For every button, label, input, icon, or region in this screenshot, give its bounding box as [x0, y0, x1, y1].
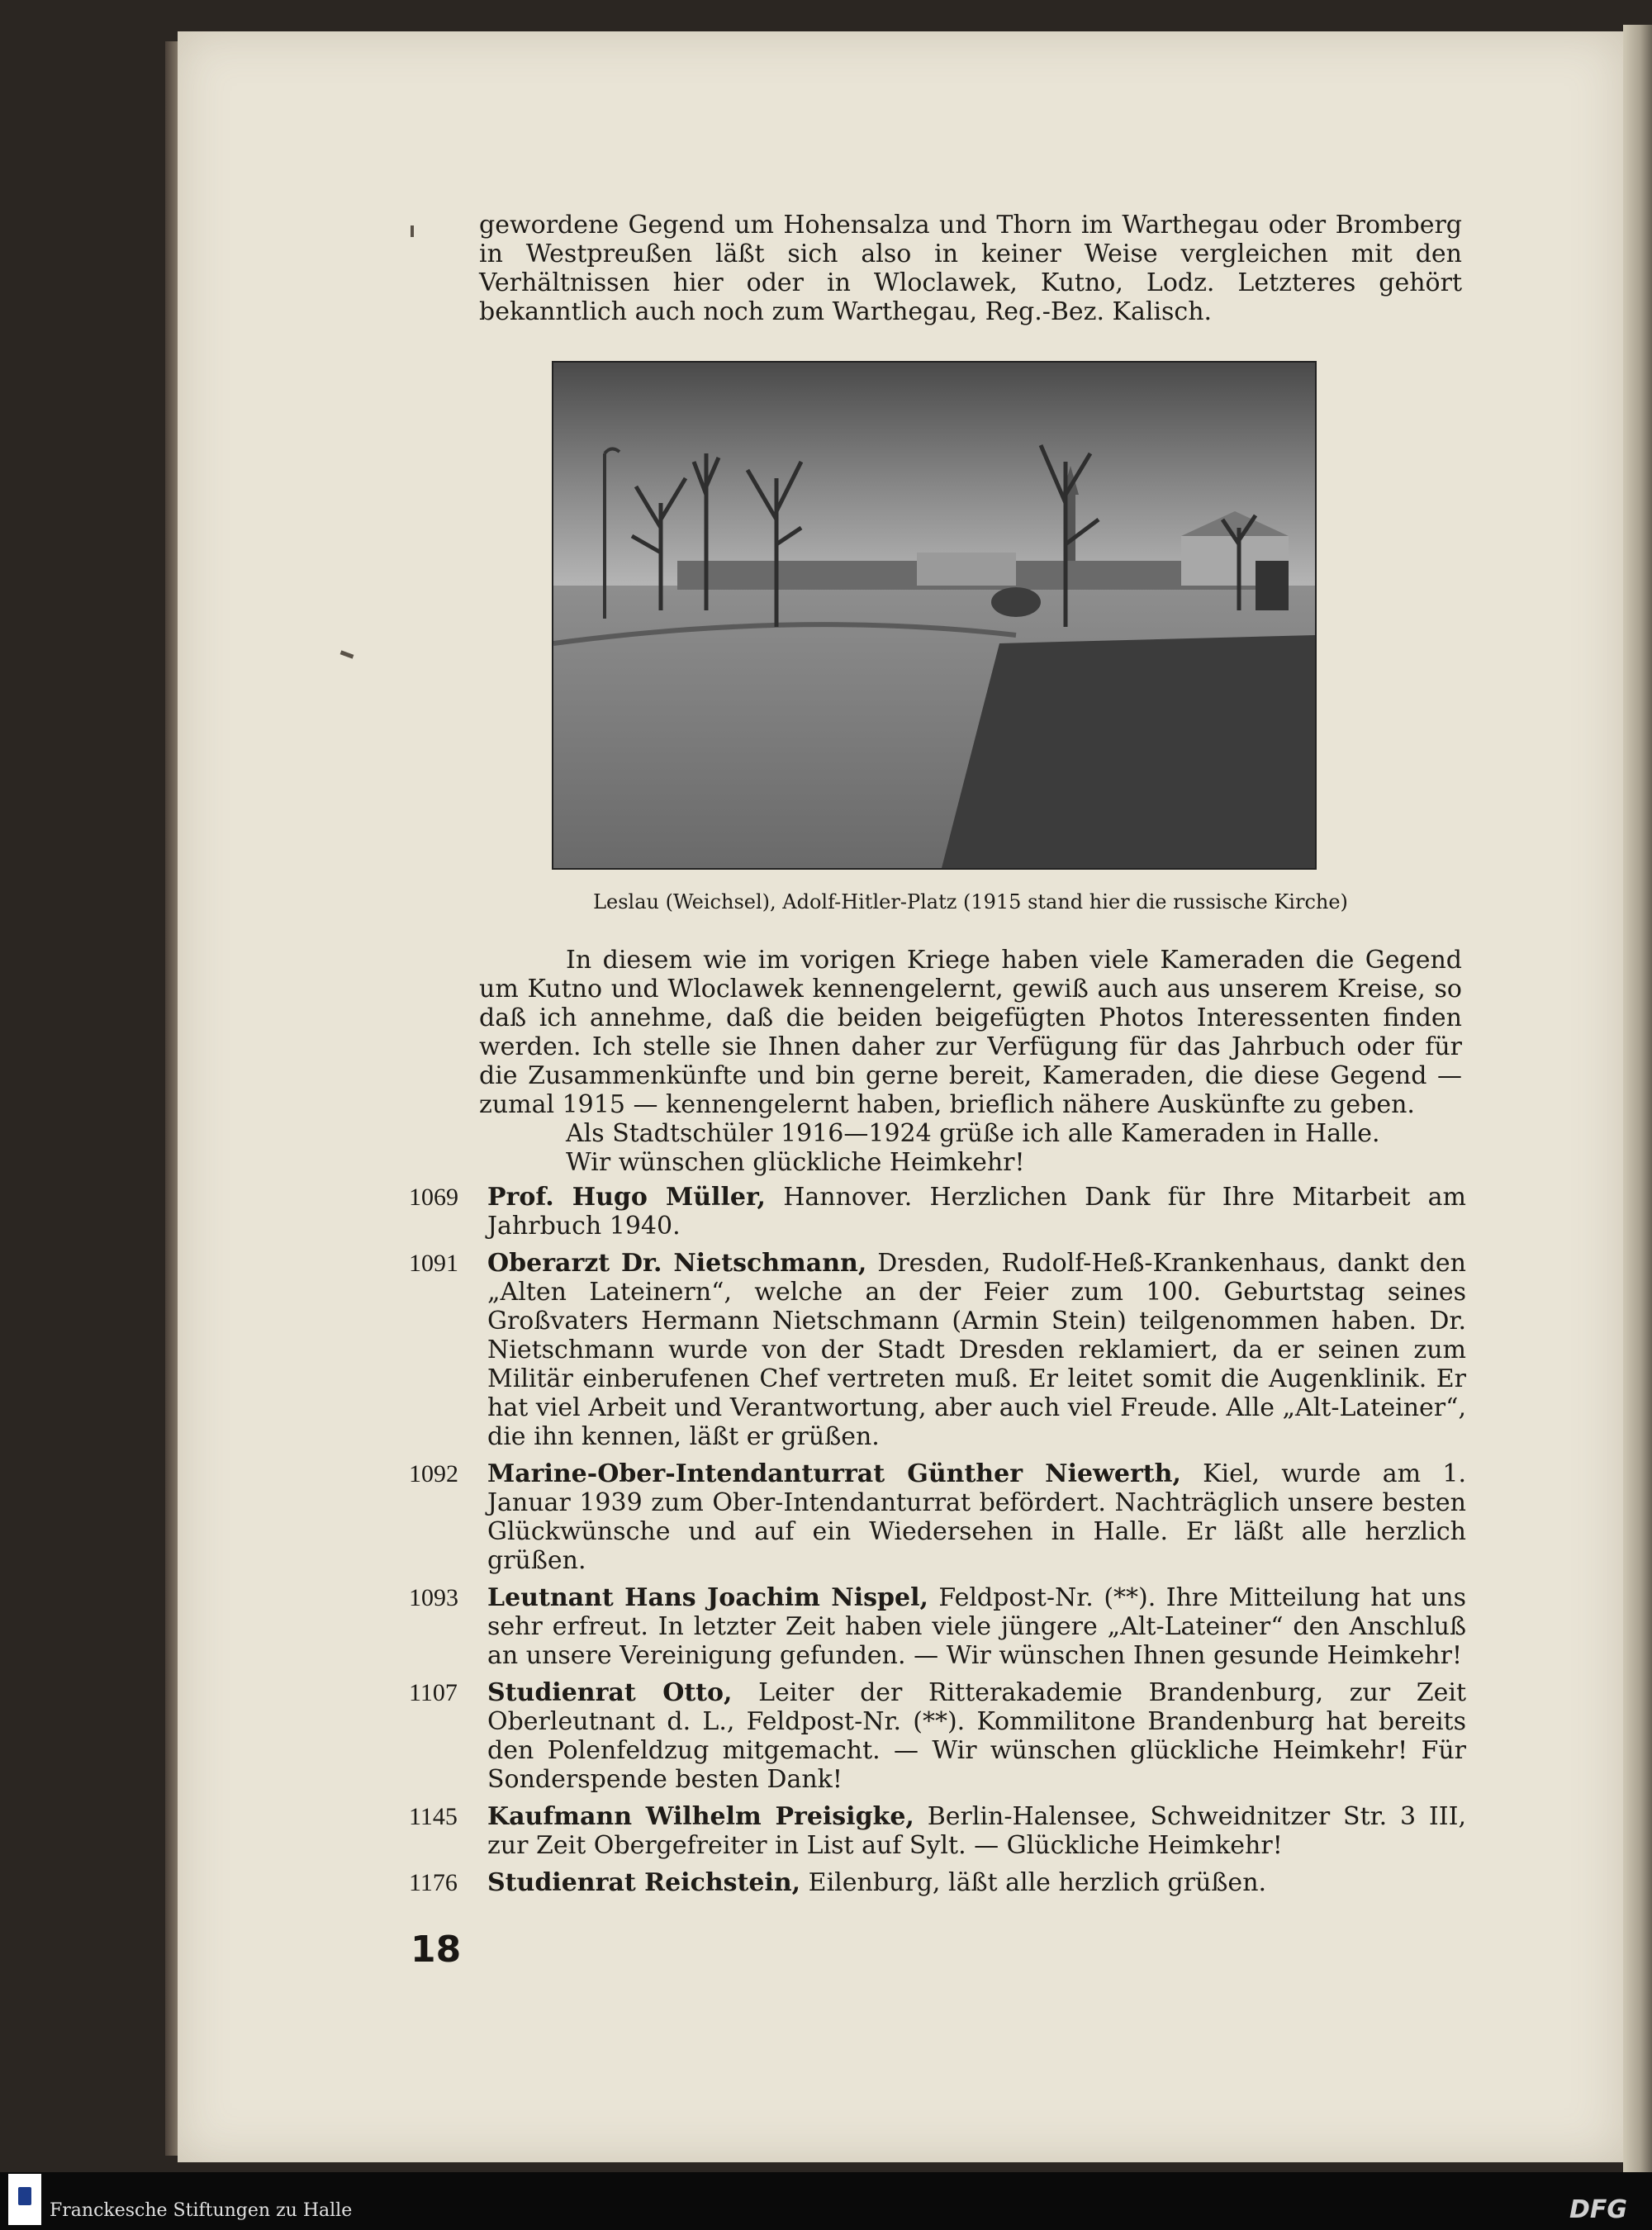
- entry-text: Berlin-Halensee, Schweidnitzer Str. 3 III, zur Zeit Obergefreiter in List auf Sylt. — Glückliche Heimkehr!: [487, 1802, 1466, 1860]
- entry-name: Studienrat Otto,: [487, 1678, 733, 1707]
- entry-text: Leiter der Ritterakademie Brandenburg, zur Zeit Oberleutnant d. L., Feldpost-Nr. (**). Kommilitone Brandenburg hat bereits den Polenfeldzug mitgemacht. — Wir wünschen glückliche Heimkehr! Für Sonderspende besten Dank!: [487, 1678, 1466, 1794]
- entry-text: Hannover. Herzlichen Dank für Ihre Mitarbeit am Jahrbuch 1940.: [487, 1183, 1467, 1241]
- photo-image: [553, 363, 1315, 868]
- top-paragraph: gewordene Gegend um Hohensalza und Thorn im Warthegau oder Bromberg in Westpreußen läßt sich also in keiner Weise vergleichen mit den Verhältnissen hier oder in Wloclawek, Kutno, Lodz. Letzteres gehört bekanntlich auch noch zum Warthegau, Reg.-Bez. Kalisch.: [479, 211, 1462, 326]
- entry-number: 1092: [409, 1460, 458, 1487]
- entry-name: Studienrat Reichstein,: [487, 1868, 801, 1897]
- entry-number: 1107: [409, 1679, 458, 1706]
- entry-1176: [409, 1868, 1466, 1897]
- entry-number: 1091: [409, 1250, 458, 1277]
- entry-text: Dresden, Rudolf-Heß-Krankenhaus, dankt den „Alten Lateinern“, welche an der Feier zum 100. Geburtstag seines Großvaters Hermann Nietschmann (Armin Stein) teilgenommen haben. Dr. Nietschmann wurde von der Stadt Dresden reklamiert, da er seinen zum Militär einberufenen Chef vertreten muß. Er leitet somit die Augenklinik. Er hat viel Arbeit und Verantwortung, aber auch viel Freude. Alle „Alt-Lateiner“, die ihn kennen, läßt er grüßen.: [487, 1249, 1466, 1451]
- next-page-edge: [1623, 25, 1652, 2172]
- entry-text: Kiel, wurde am 1. Januar 1939 zum Ober-Intendanturrat befördert. Nachträglich unsere besten Glückwünsche und auf ein Wiedersehen in Halle. Er läßt alle herzlich grüßen.: [487, 1459, 1466, 1575]
- institution-logo-icon: [8, 2174, 41, 2225]
- dfg-logo: DFG: [1569, 2195, 1627, 2224]
- entry-body: [487, 1678, 1466, 1794]
- paragraph-main: In diesem wie im vorigen Kriege haben viele Kameraden die Gegend um Kutno und Wloclawek kennengelernt, gewiß auch aus unserem Kreise, so daß ich annehme, daß die beiden beigefügten Photos Interessenten finden werden. Ich stelle sie Ihnen daher zur Verfügung für das Jahrbuch oder für die Zusammenkünfte und bin gerne bereit, Kameraden, die diese Gegend — zumal 1915 — kennengelernt haben, brieflich nähere Auskünfte zu geben.: [479, 946, 1462, 1119]
- entry-name: Marine-Ober-Intendanturrat Günther Niewerth,: [487, 1459, 1181, 1488]
- entry-body: [487, 1459, 1466, 1575]
- entry-body: [487, 1583, 1466, 1670]
- photo-caption: Leslau (Weichsel), Adolf-Hitler-Platz (1915 stand hier die russische Kirche): [593, 890, 1348, 913]
- entry-body: [487, 1802, 1466, 1860]
- entry-name: Kaufmann Wilhelm Preisigke,: [487, 1802, 914, 1831]
- institution-name: Franckesche Stiftungen zu Halle: [50, 2200, 353, 2221]
- photo: [552, 361, 1317, 870]
- entry-1069: [409, 1183, 1466, 1241]
- paragraph-wish: Wir wünschen glückliche Heimkehr!: [566, 1148, 1025, 1177]
- entry-text: Eilenburg, läßt alle herzlich grüßen.: [800, 1868, 1267, 1897]
- entry-text: Feldpost-Nr. (**). Ihre Mitteilung hat uns sehr erfreut. In letzter Zeit haben viele jüngere „Alt-Lateiner“ den Anschluß an unsere Vereinigung gefunden. — Wir wünschen Ihnen gesunde Heimkehr!: [487, 1583, 1466, 1670]
- page-number: 18: [411, 1929, 462, 1971]
- middle-paragraph: [479, 946, 1462, 1177]
- entry-number: 1145: [409, 1803, 458, 1830]
- entry-name: Oberarzt Dr. Nietschmann,: [487, 1249, 867, 1278]
- entry-body: [487, 1183, 1466, 1241]
- entry-number: 1069: [409, 1184, 458, 1211]
- entry-1093: [409, 1583, 1466, 1670]
- paragraph-greeting: Als Stadtschüler 1916—1924 grüße ich alle Kameraden in Halle.: [566, 1119, 1380, 1148]
- entry-name: Leutnant Hans Joachim Nispel,: [487, 1583, 928, 1612]
- entry-1107: [409, 1678, 1466, 1794]
- member-entries: [409, 1183, 1466, 1905]
- entry-number: 1093: [409, 1584, 458, 1611]
- entry-number: 1176: [409, 1869, 458, 1896]
- entry-body: [487, 1249, 1466, 1451]
- entry-1145: [409, 1802, 1466, 1860]
- entry-1091: [409, 1249, 1466, 1451]
- margin-mark: [411, 225, 414, 237]
- entry-name: Prof. Hugo Müller,: [487, 1183, 767, 1212]
- entry-1092: [409, 1459, 1466, 1575]
- entry-body: [487, 1868, 1466, 1897]
